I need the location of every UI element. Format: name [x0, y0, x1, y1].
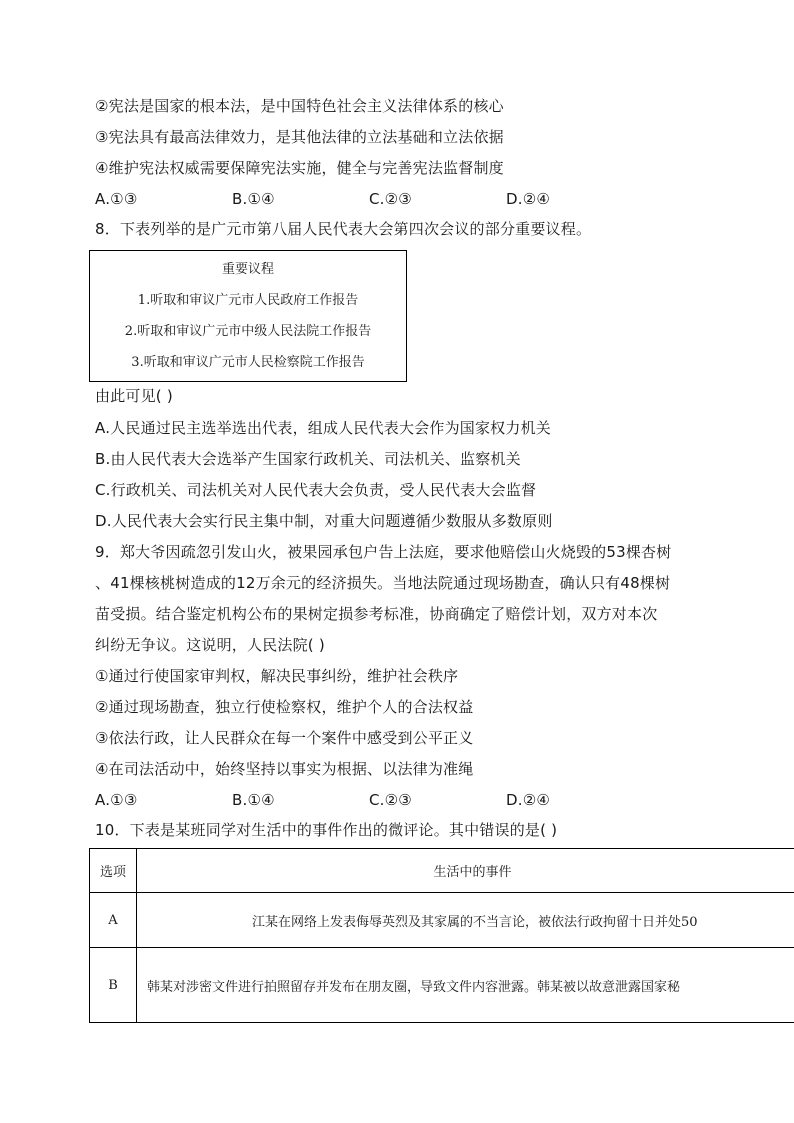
- q8-option-a: A.人民通过民主选举选出代表，组成人民代表大会作为国家权力机关: [95, 419, 551, 437]
- q9-option-a: A.①③: [95, 791, 138, 809]
- q7-option-b: B.①④: [232, 190, 275, 208]
- q8-option-c: C.行政机关、司法机关对人民代表大会负责，受人民代表大会监督: [95, 481, 537, 499]
- q7-options: [95, 189, 643, 209]
- statement-4: ④维护宪法权威需要保障宪法实施，健全与完善宪法监督制度: [95, 159, 504, 177]
- row-label: B: [90, 948, 137, 1023]
- agenda-item-3: 3.听取和审议广元市人民检察院工作报告: [131, 355, 365, 370]
- q9-stem-4: 纠纷无争议。这说明，人民法院( ): [95, 636, 325, 654]
- row-event: 江某在网络上发表侮辱英烈及其家属的不当言论，被依法行政拘留十日并处50: [137, 893, 794, 948]
- q9-item-1: ①通过行使国家审判权，解决民事纠纷，维护社会秩序: [95, 667, 459, 685]
- q9-item-2: ②通过现场勘查，独立行使检察权，维护个人的合法权益: [95, 698, 474, 716]
- statement-3: ③宪法具有最高法律效力，是其他法律的立法基础和立法依据: [95, 128, 504, 146]
- q10-stem: 10．下表是某班同学对生活中的事件作出的微评论。其中错误的是( ): [95, 821, 558, 839]
- header-event: 生活中的事件: [137, 849, 794, 893]
- q8-option-d: D.人民代表大会实行民主集中制，对重大问题遵循少数服从多数原则: [95, 512, 553, 530]
- q9-stem-1: 9．郑大爷因疏忽引发山火，被果园承包户告上法庭，要求他赔偿山火烧毁的53棵杏树: [95, 543, 672, 561]
- q7-option-d: D.②④: [506, 190, 551, 208]
- q9-option-b: B.①④: [232, 791, 275, 809]
- q9-stem-3: 苗受损。结合鉴定机构公布的果树定损参考标准，协商确定了赔偿计划，双方对本次: [95, 605, 658, 623]
- header-option: 选项: [90, 849, 137, 893]
- agenda-title: 重要议程: [221, 262, 274, 277]
- q9-item-4: ④在司法活动中，始终坚持以事实为根据、以法律为准绳: [95, 760, 474, 778]
- table-header-row: [90, 849, 794, 893]
- q9-item-3: ③依法行政，让人民群众在每一个案件中感受到公平正义: [95, 729, 474, 747]
- agenda-item-2: 2.听取和审议广元市中级人民法院工作报告: [124, 324, 372, 339]
- q8-prompt: 由此可见( ): [95, 387, 173, 405]
- events-table: [89, 848, 794, 1023]
- q7-option-c: C.②③: [369, 190, 412, 208]
- q8-option-b: B.由人民代表大会选举产生国家行政机关、司法机关、监察机关: [95, 450, 521, 468]
- q9-options: [95, 790, 643, 810]
- statement-2: ②宪法是国家的根本法，是中国特色社会主义法律体系的核心: [95, 97, 504, 115]
- agenda-box: [89, 250, 407, 382]
- q9-option-c: C.②③: [369, 791, 412, 809]
- table-row: [90, 948, 794, 1023]
- agenda-item-1: 1.听取和审议广元市人民政府工作报告: [137, 293, 359, 308]
- row-event: 韩某对涉密文件进行拍照留存并发布在朋友圈，导致文件内容泄露。韩某被以故意泄露国家秘: [137, 948, 794, 1023]
- row-label: A: [90, 893, 137, 948]
- q7-option-a: A.①③: [95, 190, 138, 208]
- q9-option-d: D.②④: [506, 791, 551, 809]
- q8-stem: 8．下表列举的是广元市第八届人民代表大会第四次会议的部分重要议程。: [95, 220, 592, 238]
- q9-stem-2: 、41棵核桃树造成的12万余元的经济损失。当地法院通过现场勘查，确认只有48棵树: [95, 574, 671, 592]
- table-row: [90, 893, 794, 948]
